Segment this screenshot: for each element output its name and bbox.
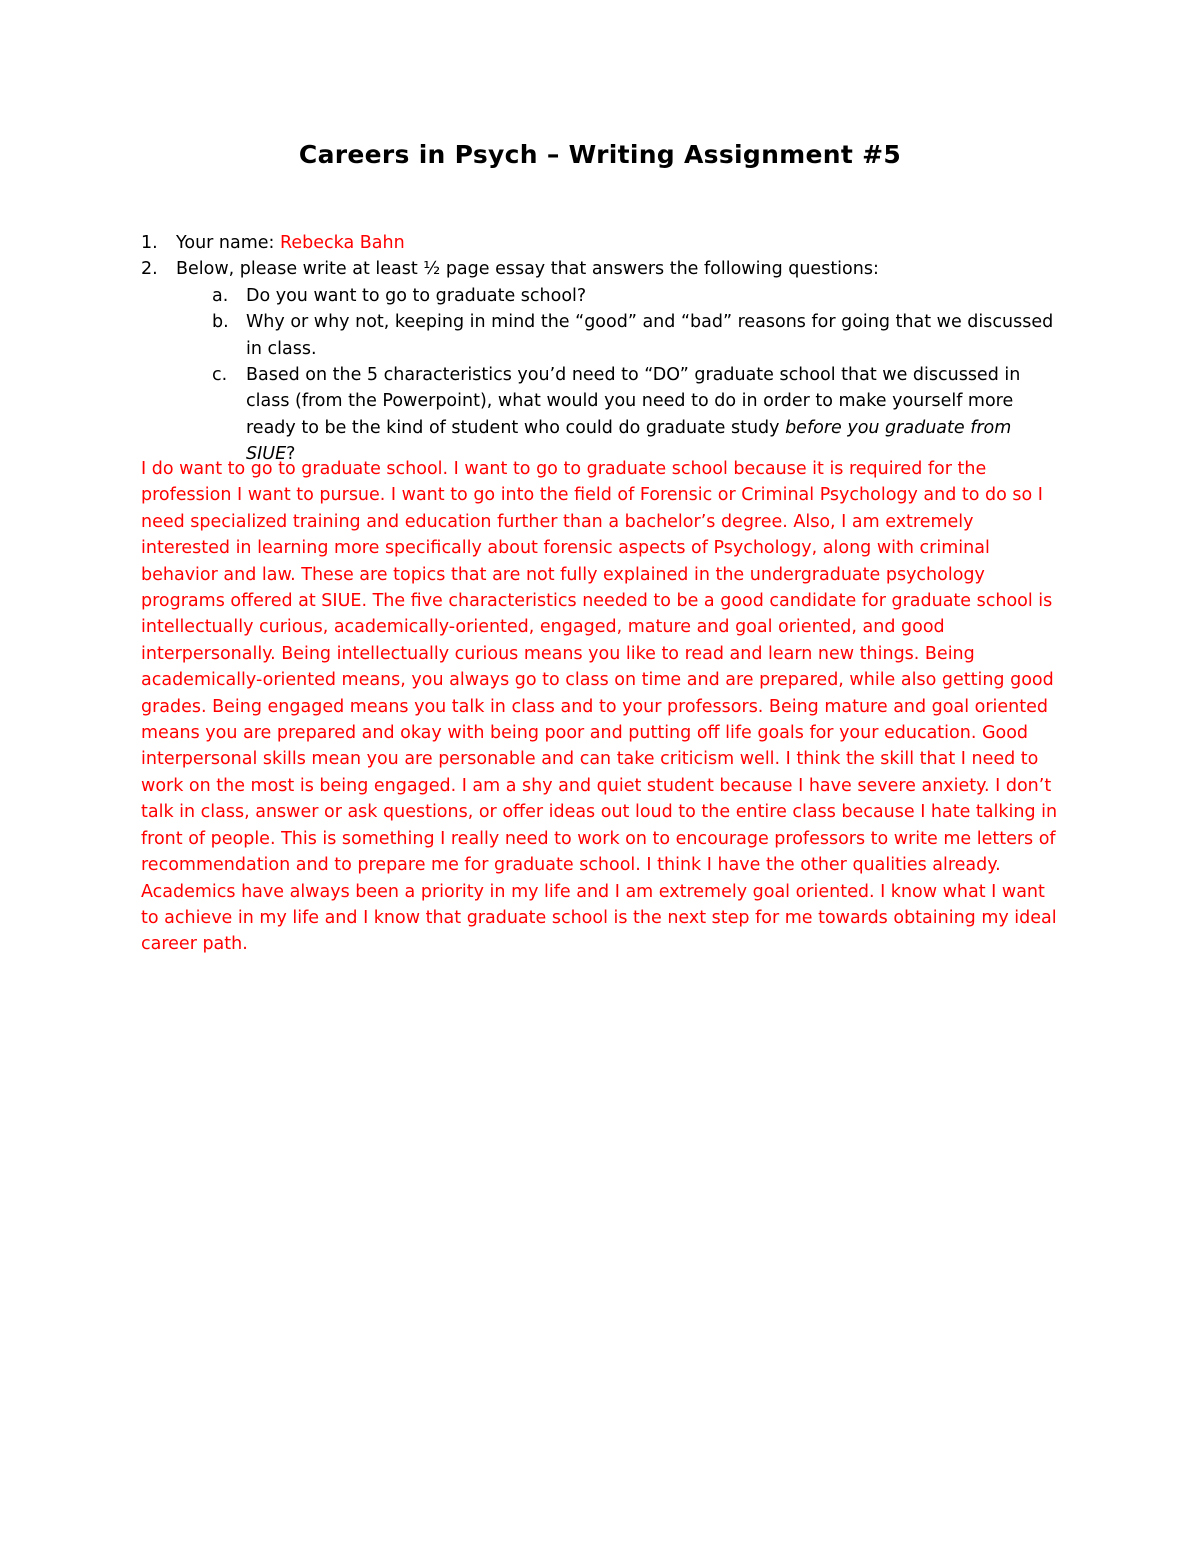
subquestion-letter: b. [212,312,229,333]
question-item-2 [141,256,1061,282]
subquestion-text [246,362,1056,468]
question-text [176,230,405,256]
subquestion-text: Do you want to go to graduate school? [246,285,587,306]
subquestion-letter: c. [212,365,228,386]
question-item-1 [141,230,1061,256]
essay-answer: I do want to go to graduate school. I want to go to graduate school because it is required for the profession I want to pursue. I want to go into the field of Forensic or Criminal Psychology and to do so I need specialized training and education further than a bachelor’s degree. Also, I am extremely interested in learning more specifically about forensic aspects of Psychology, along with criminal behavior and law. These are topics that are not fully explained in the undergraduate psychology programs offered at SIUE. The five characteristics needed to be a good candidate for graduate school is intellectually curious, academically-oriented, engaged, mature and goal oriented, and good interpersonally. Being intellectually curious means you like to read and learn new things. Being academically-oriented means, you always go to class on time and are prepared, while also getting good grades. Being engaged means you talk in class and to your professors. Being mature and goal oriented means you are prepared and okay with being poor and putting off life goals for your education. Good interpersonal skills mean you are personable and can take criticism well. I think the skill that I need to work on the most is being engaged. I am a shy and quiet student because I have severe anxiety. I don’t talk in class, answer or ask questions, or offer ideas out loud to the entire class because I hate talking in front of people. This is something I really need to work on to encourage professors to write me letters of recommendation and to prepare me for graduate school. I think I have the other qualities already. Academics have always been a priority in my life and I am extremely goal oriented. I know what I want to achieve in my life and I know that graduate school is the next step for me towards obtaining my ideal career path. [141,459,1058,955]
subquestion-item-c [212,362,1061,468]
subquestion-text: Why or why not, keeping in mind the “good” and “bad” reasons for going that we discussed in class. [246,312,1054,359]
subquestion-item-b [212,309,1061,362]
subquestion-text-end: ? [286,444,296,465]
question-label: Your name: [176,233,281,253]
question-text: Below, please write at least ½ page essay that answers the following questions: [176,259,879,280]
document-title: Careers in Psych – Writing Assignment #5 [298,140,902,169]
student-name: Rebecka Bahn [280,233,405,253]
question-number: 1. [141,233,158,253]
subquestion-text-italic: before you graduate from SIUE [246,417,1012,465]
question-number: 2. [141,259,158,280]
subquestion-item-a [212,283,1061,309]
subquestion-text-main: Based on the 5 characteristics you’d need to “DO” graduate school that we discussed in class (from the Powerpoint), what would you need to do in order to make yourself more ready to be the kind of student who could do graduate study [246,365,1021,438]
subquestion-letter: a. [212,285,229,306]
question-list [141,230,1061,468]
